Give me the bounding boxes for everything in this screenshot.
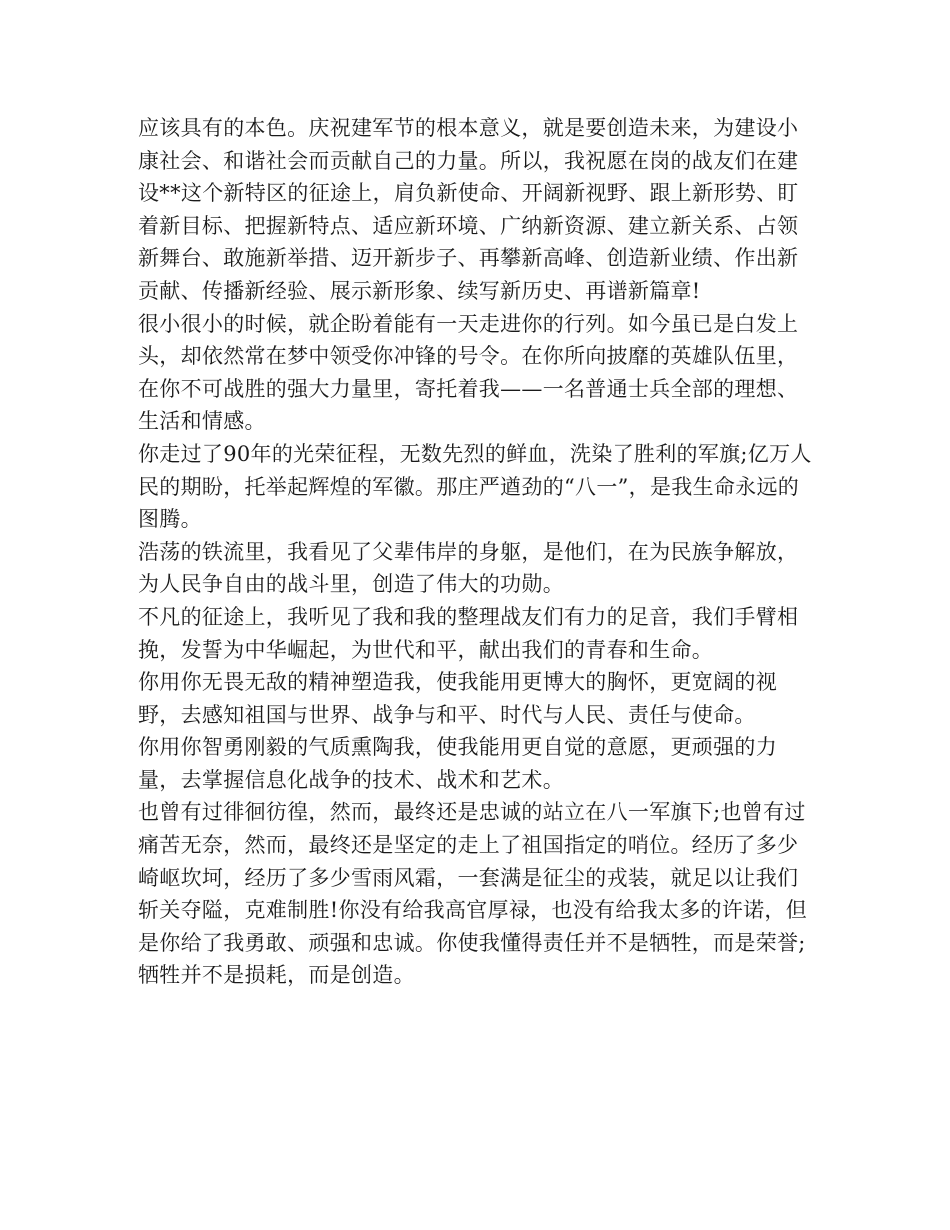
paragraph-7: 你用你智勇刚毅的气质熏陶我，使我能用更自觉的意愿，更顽强的力量，去掌握信息化战争的技术、战术和艺术。	[138, 735, 777, 792]
paragraph-3: 你走过了90年的光荣征程，无数先烈的鲜血，洗染了胜利的军旗;亿万人民的期盼，托举起辉煌的军徽。那庄严遒劲的“八一”，是我生命永远的图腾。	[138, 441, 812, 532]
paragraph-8: 也曾有过徘徊彷徨，然而，最终还是忠诚的站立在八一军旗下;也曾有过痛苦无奈，然而，最终还是坚定的走上了祖国指定的哨位。经历了多少崎岖坎坷，经历了多少雪雨风霜，一套满是征尘的戎装，就足以让我们斩关夺隘，克难制胜!你没有给我高官厚禄，也没有给我太多的许诺，但是你给了我勇敢、顽强和忠诚。你使我懂得责任并不是牺牲，而是荣誉;牺牲并不是损耗，而是创造。	[138, 800, 808, 988]
paragraph-4: 浩荡的铁流里，我看见了父辈伟岸的身躯，是他们，在为民族争解放，为人民争自由的战斗里，创造了伟大的功勋。	[138, 539, 799, 597]
paragraph-6: 你用你无畏无敌的精神塑造我，使我能用更博大的胸怀，更宽阔的视野，去感知祖国与世界、战争与和平、时代与人民、责任与使命。	[138, 670, 777, 727]
paragraph-2: 很小很小的时候，就企盼着能有一天走进你的行列。如今虽已是白发上头，却依然常在梦中领受你冲锋的号令。在你所向披靡的英雄队伍里，在你不可战胜的强大力量里，寄托着我——一名普通士兵全部的理想、生活和情感。	[138, 311, 799, 434]
document-body	[138, 112, 818, 992]
paragraph-1: 应该具有的本色。庆祝建军节的根本意义，就是要创造未来，为建设小康社会、和谐社会而贡献自己的力量。所以，我祝愿在岗的战友们在建设**这个新特区的征途上，肩负新使命、开阔新视野、跟上新形势、盯着新目标、把握新特点、适应新环境、广纳新资源、建立新关系、占领新舞台、敢施新举措、迈开新步子、再攀新高峰、创造新业绩、作出新贡献、传播新经验、展示新形象、续写新历史、再谱新篇章!	[138, 116, 799, 303]
paragraph-5: 不凡的征途上，我听见了我和我的整理战友们有力的足音，我们手臂相挽，发誓为中华崛起，为世代和平，献出我们的青春和生命。	[138, 604, 799, 662]
